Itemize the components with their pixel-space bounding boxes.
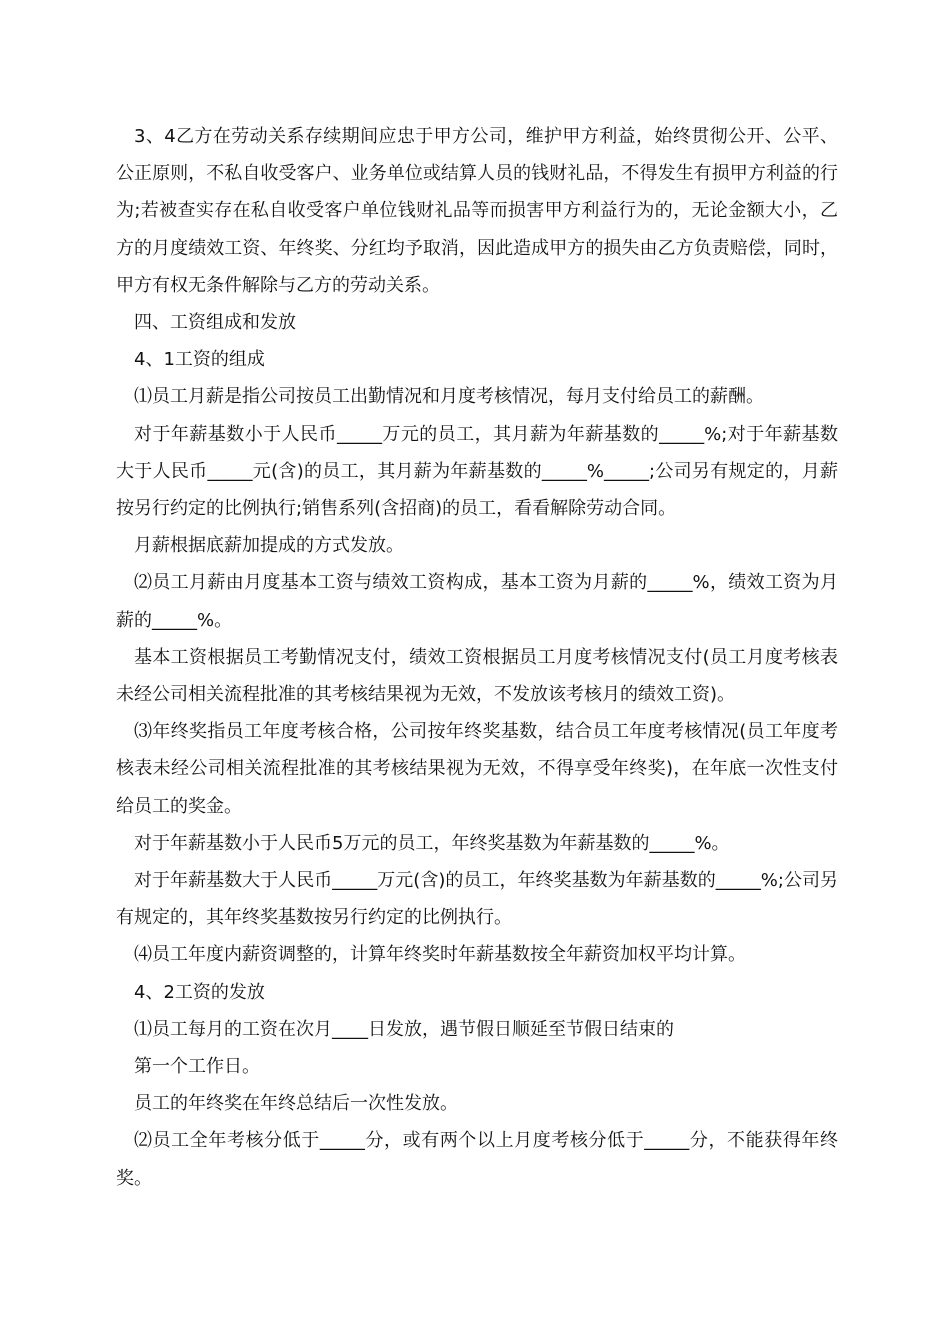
paragraph-bonus-eligibility: ⑵员工全年考核分低于_____分，或有两个以上月度考核分低于_____分，不能获得年终奖。: [116, 1130, 838, 1189]
paragraph-first-working-day: 第一个工作日。: [134, 1056, 260, 1078]
paragraph-monthly-salary-definition: ⑴员工月薪是指公司按员工出勤情况和月度考核情况，每月支付给员工的薪酬。: [134, 386, 764, 408]
paragraph-bonus-base-over: 对于年薪基数大于人民币_____万元(含)的员工，年终奖基数为年薪基数的_____%;公司另有规定的，其年终奖基数按另行约定的比例执行。: [116, 870, 838, 929]
paragraph-commission-payment: 月薪根据底薪加提成的方式发放。: [134, 535, 404, 557]
paragraph-3-4-loyalty-clause: 3、4乙方在劳动关系存续期间应忠于甲方公司，维护甲方利益，始终贯彻公开、公平、公正原则，不私自收受客户、业务单位或结算人员的钱财礼品，不得发生有损甲方利益的行为;若被查实存在私自收受客户单位钱财礼品等而损害甲方利益行为的，无论金额大小，乙方的月度绩效工资、年终奖、分红均予取消，因此造成甲方的损失由乙方负责赔偿，同时，甲方有权无条件解除与乙方的劳动关系。: [116, 126, 838, 296]
subheading-4-1-wage-composition: 4、1工资的组成: [134, 349, 265, 371]
paragraph-salary-structure: ⑵员工月薪由月度基本工资与绩效工资构成，基本工资为月薪的_____%，绩效工资为月薪的_____%。: [116, 572, 838, 631]
paragraph-bonus-base-under-5w: 对于年薪基数小于人民币5万元的员工，年终奖基数为年薪基数的_____%。: [134, 832, 730, 854]
paragraph-year-end-bonus-definition: ⑶年终奖指员工年度考核合格，公司按年终奖基数，结合员工年度考核情况(员工年度考核表未经公司相关流程批准的其考核结果视为无效，不得享受年终奖)，在年底一次性支付给员工的奖金。: [116, 721, 838, 817]
section-heading-wage-composition: 四、工资组成和发放: [134, 312, 296, 334]
paragraph-year-end-bonus-payment: 员工的年终奖在年终总结后一次性发放。: [134, 1093, 458, 1115]
subheading-4-2-wage-payment: 4、2工资的发放: [134, 981, 265, 1003]
document-body: [116, 118, 838, 1197]
paragraph-monthly-salary-ratio: 对于年薪基数小于人民币_____万元的员工，其月薪为年薪基数的_____%;对于年薪基数大于人民币_____元(含)的员工，其月薪为年薪基数的_____%_____;公司另有规定的，月薪按另行约定的比例执行;销售系列(含招商)的员工，看看解除劳动合同。: [116, 423, 838, 520]
paragraph-basic-and-performance-pay: 基本工资根据员工考勤情况支付，绩效工资根据员工月度考核情况支付(员工月度考核表未经公司相关流程批准的其考核结果视为无效，不发放该考核月的绩效工资)。: [116, 646, 838, 706]
paragraph-salary-adjustment: ⑷员工年度内薪资调整的，计算年终奖时年薪基数按全年薪资加权平均计算。: [134, 944, 746, 966]
paragraph-payday: ⑴员工每月的工资在次月____日发放，遇节假日顺延至节假日结束的: [134, 1018, 674, 1040]
